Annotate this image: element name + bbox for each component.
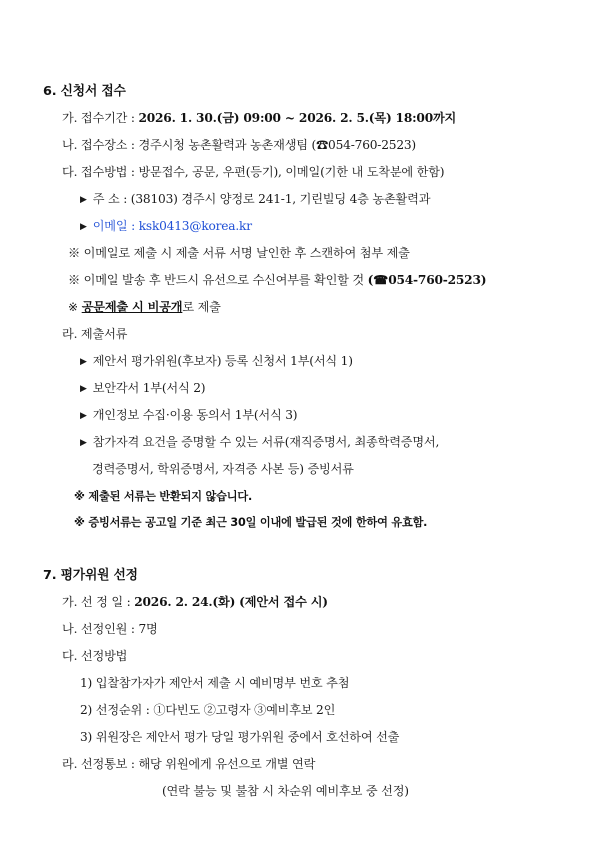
phone-number: (☎054-760-2523) <box>367 273 487 287</box>
selection-notice-sub: (연락 불능 및 불참 시 차순위 예비후보 중 선정) <box>162 784 409 798</box>
receipt-period <box>62 110 456 126</box>
section7-heading: 7. 평가위원 선정 <box>43 568 138 583</box>
receipt-place: 나. 접수장소 : 경주시청 농촌활력과 농촌재생팀 (☎054-760-2523) <box>62 138 416 152</box>
doc-item-text: 참가자격 요건을 증명할 수 있는 서류(재직증명서, 최종학력증명서, <box>92 435 440 449</box>
receipt-method: 다. 접수방법 : 방문접수, 공문, 우편(등기), 이메일(기한 내 도착분에 한함) <box>62 165 445 179</box>
selection-date-value: 2026. 2. 24.(화) (제안서 접수 시) <box>134 595 328 609</box>
address-line <box>80 191 430 209</box>
section6-heading: 6. 신청서 접수 <box>43 84 126 99</box>
doc-item-continuation: 경력증명서, 학위증명서, 자격증 사본 등) 증빙서류 <box>92 462 354 476</box>
docs-title: 라. 제출서류 <box>62 327 128 341</box>
triangle-bullet-icon: ▶ <box>80 222 87 232</box>
phone-note-text: ※ 이메일 발송 후 반드시 유선으로 수신여부를 확인할 것 <box>68 273 368 287</box>
selection-date-label: 가. 선 정 일 : <box>62 595 135 609</box>
list-item <box>80 434 439 452</box>
official-note-mark: ※ <box>68 300 82 314</box>
list-item: 2) 선정순위 : ①다빈도 ②고령자 ③예비후보 2인 <box>80 703 336 717</box>
phone-note <box>68 272 486 288</box>
email-link[interactable]: 이메일 : ksk0413@korea.kr <box>92 219 252 233</box>
doc-item-text: 보안각서 1부(서식 2) <box>92 381 206 395</box>
address-text: 주 소 : (38103) 경주시 양정로 241-1, 기린빌딩 4층 농촌활력과 <box>92 192 431 206</box>
triangle-bullet-icon: ▶ <box>80 357 87 367</box>
official-note-emphasis: 공문제출 시 비공개 <box>81 300 183 314</box>
list-item <box>80 353 353 371</box>
email-note: ※ 이메일로 제출 시 제출 서류 서명 날인한 후 스캔하여 첨부 제출 <box>68 246 410 260</box>
selection-count: 나. 선정인원 : 7명 <box>62 622 158 636</box>
selection-method-title: 다. 선정방법 <box>62 649 128 663</box>
doc-item-text: 제안서 평가위원(후보자) 등록 신청서 1부(서식 1) <box>92 354 353 368</box>
official-note-rest: 로 제출 <box>182 300 221 314</box>
list-item <box>80 407 297 425</box>
email-line <box>80 218 252 236</box>
doc-item-text: 개인정보 수집·이용 동의서 1부(서식 3) <box>92 408 298 422</box>
docs-note-return: ※ 제출된 서류는 반환되지 않습니다. <box>74 490 253 503</box>
list-item: 3) 위원장은 제안서 평가 당일 평가위원 중에서 호선하여 선출 <box>80 730 400 744</box>
receipt-period-label: 가. 접수기간 : <box>62 111 139 125</box>
receipt-period-value: 2026. 1. 30.(금) 09:00 ~ 2026. 2. 5.(목) 18:00까지 <box>138 111 457 125</box>
selection-date <box>62 594 328 610</box>
triangle-bullet-icon: ▶ <box>80 438 87 448</box>
triangle-bullet-icon: ▶ <box>80 195 87 205</box>
docs-note-validity: ※ 증빙서류는 공고일 기준 최근 30일 이내에 발급된 것에 한하여 유효함. <box>74 516 428 529</box>
triangle-bullet-icon: ▶ <box>80 384 87 394</box>
triangle-bullet-icon: ▶ <box>80 411 87 421</box>
selection-notice: 라. 선정통보 : 해당 위원에게 유선으로 개별 연락 <box>62 757 316 771</box>
list-item: 1) 입찰참가자가 제안서 제출 시 예비명부 번호 추첨 <box>80 676 350 690</box>
official-note <box>68 299 221 315</box>
list-item <box>80 380 205 398</box>
